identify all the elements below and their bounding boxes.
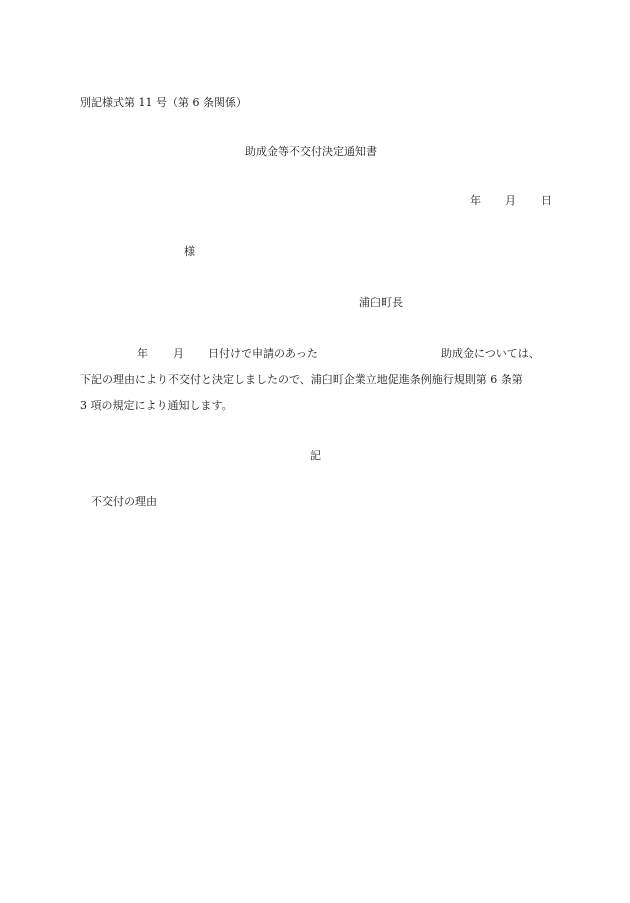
- form-number: 別記様式第 11 号（第 6 条関係）: [80, 96, 247, 109]
- application-month-label: 月: [173, 347, 184, 360]
- reason-label: 不交付の理由: [91, 495, 157, 508]
- body-line-3: 3 項の規定により通知します。: [80, 399, 233, 412]
- date-month-label: 月: [505, 194, 516, 207]
- application-year-label: 年: [137, 347, 148, 360]
- application-date-suffix: 日付けで申請のあった: [208, 347, 318, 360]
- document-title: 助成金等不交付決定通知書: [245, 145, 377, 158]
- sender-name: 浦臼町長: [359, 296, 403, 309]
- ki-heading: 記: [310, 449, 321, 462]
- body-line-2: 下記の理由により不交付と決定しましたので、浦臼町企業立地促進条例施行規則第 6 条第: [80, 373, 523, 386]
- addressee-honorific: 様: [184, 245, 195, 258]
- date-day-label: 日: [541, 194, 552, 207]
- date-year-label: 年: [470, 194, 481, 207]
- subsidy-text: 助成金については、: [441, 347, 540, 360]
